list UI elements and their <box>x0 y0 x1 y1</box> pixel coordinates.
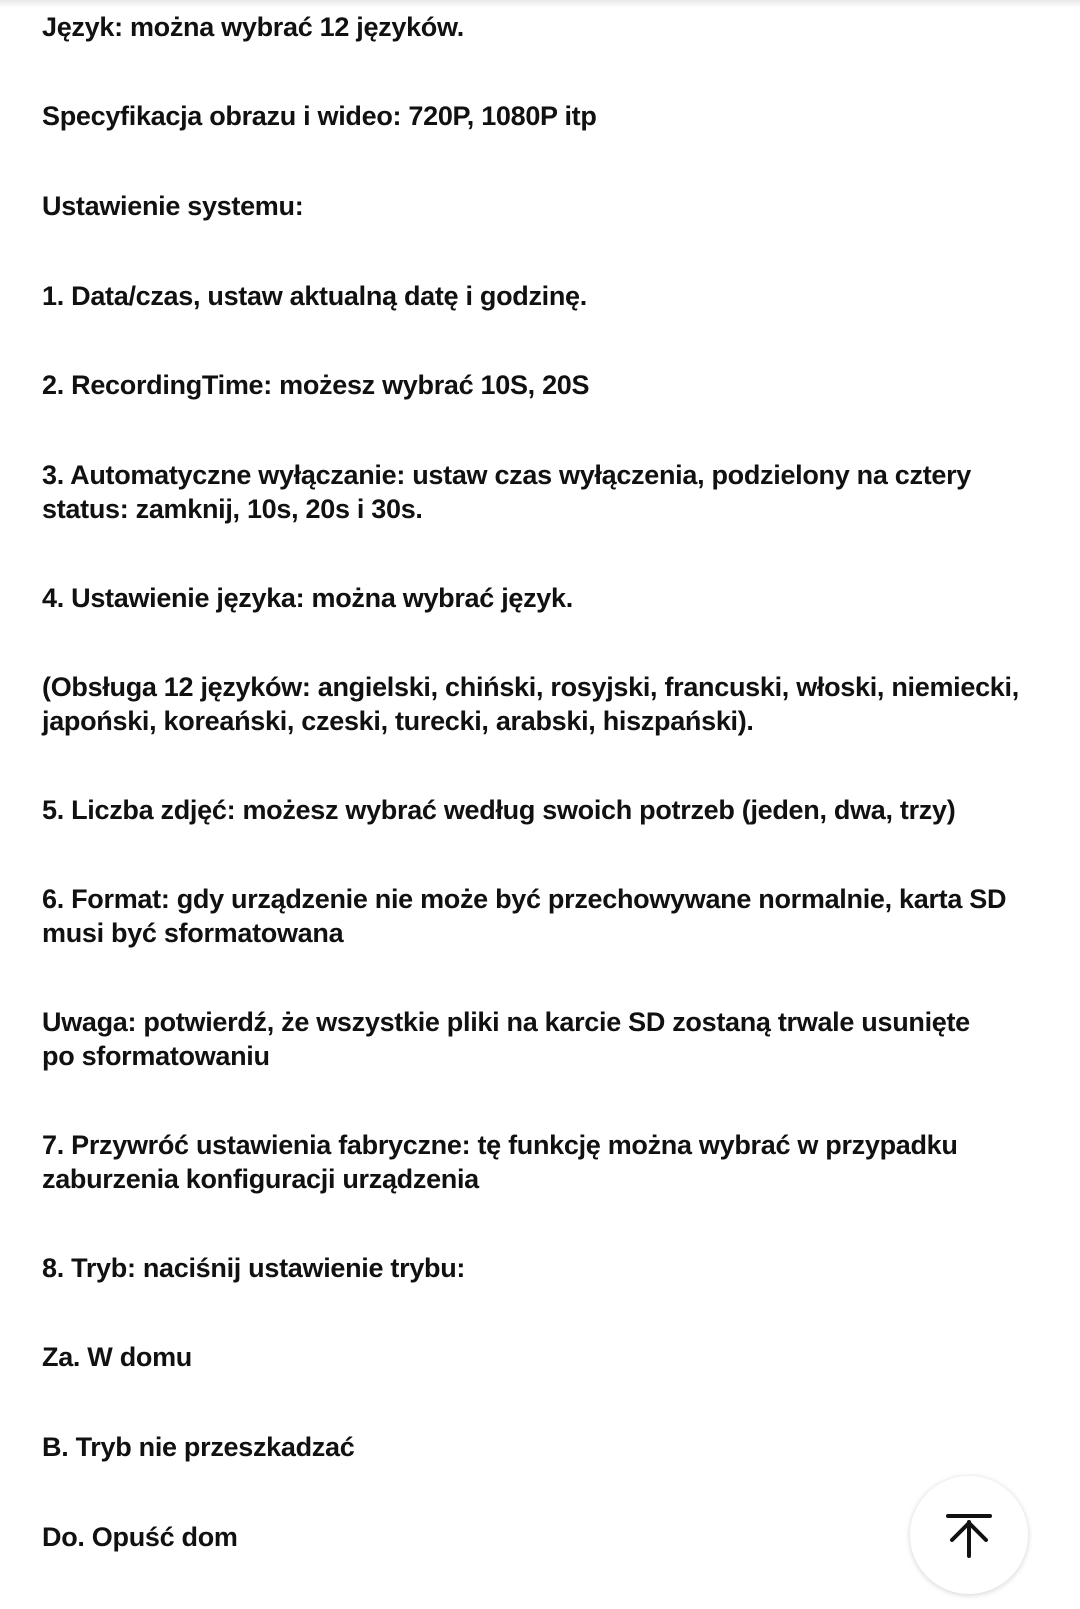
paragraph-mode-c: Do. Opuść dom <box>42 1522 238 1552</box>
paragraph-item-7: 7. Przywróć ustawienia fabryczne: tę funkcję można wybrać w przypadku zaburzenia konfiguracji urządzenia <box>42 1130 958 1194</box>
paragraph-mode-a: Za. W domu <box>42 1342 192 1372</box>
paragraph-languages-list: (Obsługa 12 języków: angielski, chiński, rosyjski, francuski, włoski, niemiecki, japoński, koreański, czeski, turecki, arabski, hiszpański). <box>42 672 1019 736</box>
paragraph-warning: Uwaga: potwierdź, że wszystkie pliki na karcie SD zostaną trwale usunięte po sformatowaniu <box>42 1007 970 1071</box>
paragraph-item-6: 6. Format: gdy urządzenie nie może być przechowywane normalnie, karta SD musi być sformatowana <box>42 884 1007 948</box>
paragraph-item-8: 8. Tryb: naciśnij ustawienie trybu: <box>42 1253 466 1283</box>
paragraph-item-3: 3. Automatyczne wyłączanie: ustaw czas wyłączenia, podzielony na cztery status: zamknij, 10s, 20s i 30s. <box>42 460 972 524</box>
paragraph-mode-b: B. Tryb nie przeszkadzać <box>42 1432 355 1462</box>
paragraph-item-1: 1. Data/czas, ustaw aktualną datę i godzinę. <box>42 281 587 311</box>
scroll-to-top-button[interactable] <box>910 1476 1028 1594</box>
paragraph-language: Język: można wybrać 12 języków. <box>42 12 464 42</box>
paragraph-system-settings: Ustawienie systemu: <box>42 191 304 221</box>
arrow-up-to-top-icon <box>944 1510 994 1560</box>
paragraph-item-5: 5. Liczba zdjęć: możesz wybrać według swoich potrzeb (jeden, dwa, trzy) <box>42 795 956 825</box>
paragraph-video-spec: Specyfikacja obrazu i wideo: 720P, 1080P itp <box>42 101 597 131</box>
paragraph-item-2: 2. RecordingTime: możesz wybrać 10S, 20S <box>42 370 590 400</box>
paragraph-item-4: 4. Ustawienie języka: można wybrać język. <box>42 583 573 613</box>
top-edge-shadow <box>0 0 1080 8</box>
